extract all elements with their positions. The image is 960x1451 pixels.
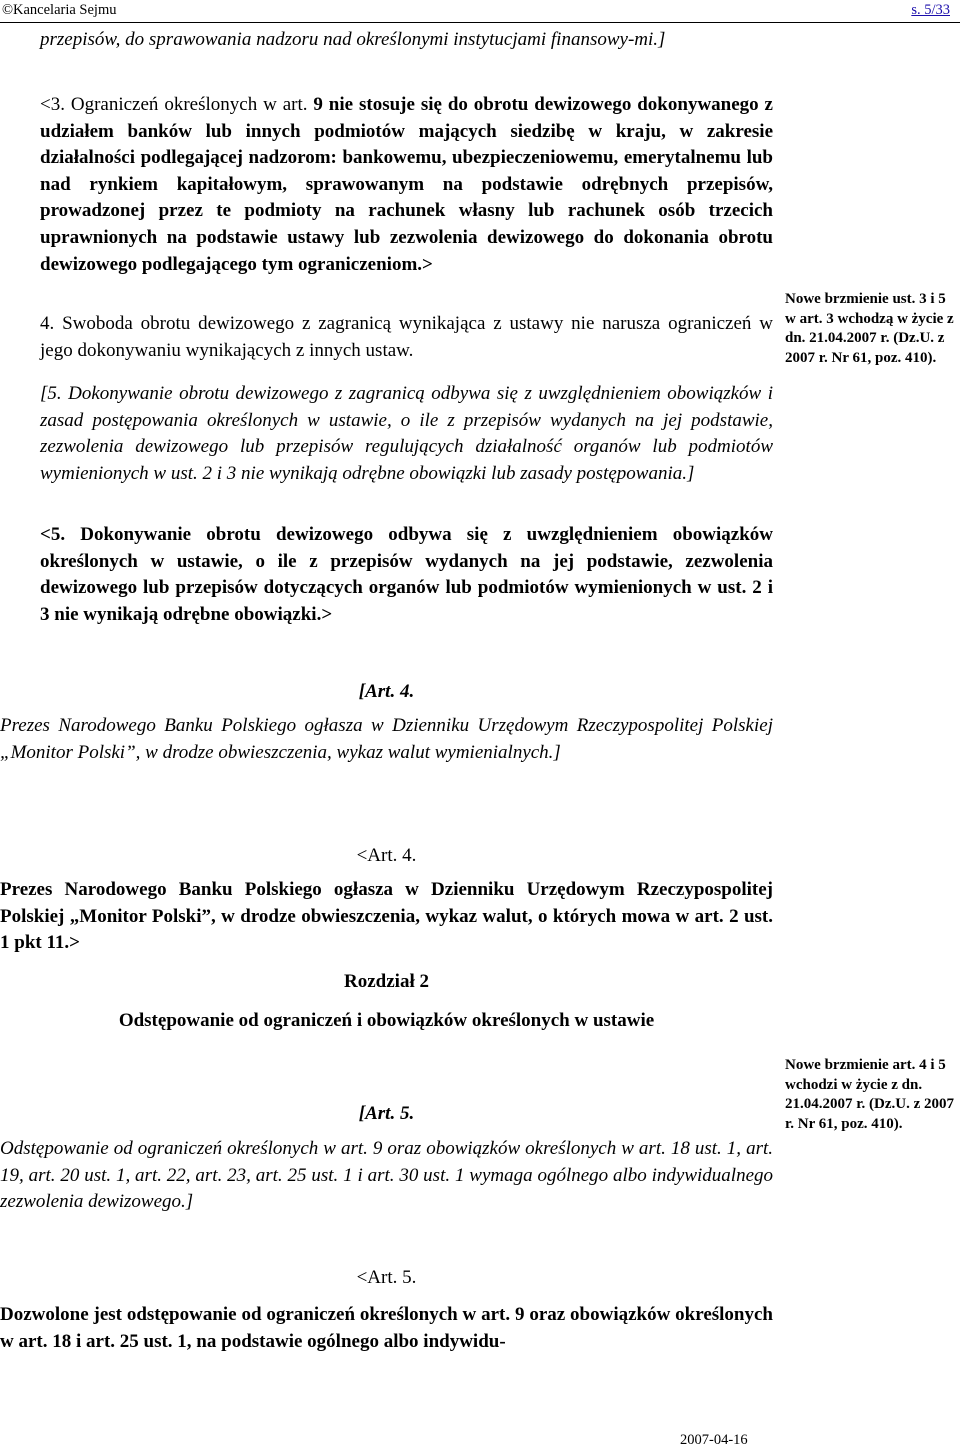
paragraph-art3-ust3 [40, 92, 773, 278]
art5-old-title: [Art. 5. [358, 1103, 415, 1124]
page-number-link[interactable]: s. 5/33 [911, 2, 950, 18]
paragraph-ust5-old [40, 381, 773, 487]
page-header [0, 0, 960, 23]
paragraph-ust5-new: <5. Dokonywanie obrotu dewizowego odbywa się z uwzględnieniem obowiązków określonych w ustawie, o ile z przepisów wydanych na jej podstawie, zezwolenia dewizowego lub przepisów dotyczących organów lub podmiotów wymienionych w ust. 2 i 3 nie wynikają odrębne obowiązki.> [40, 524, 773, 625]
art4-new-title: <Art. 4. [356, 845, 417, 866]
margin-note-2: Nowe brzmienie art. 4 i 5 wchodzi w życie z dn. 21.04.2007 r. (Dz.U. z 2007 r. Nr 61, poz. 410). [785, 1057, 955, 1132]
chapter-number: Rozdział 2 [344, 971, 429, 992]
page-number [911, 1, 950, 19]
art4-new-text: Prezes Narodowego Banku Polskiego ogłasza w Dzienniku Urzędowym Rzeczypospolitej Polskiej „Monitor Polski”, w drodze obwieszczenia, wykaz walut, o których mowa w art. 2 ust. 1 pkt 11.> [0, 879, 773, 954]
art5-old-text: Odstępowanie od ograniczeń określonych w art. 9 oraz obowiązków określonych w art. 18 ust. 1, art. 19, art. 20 ust. 1, art. 22, art. 23, art. 25 ust. 1 i art. 30 ust. 1 wymaga ogólnego albo indywidualnego zezwolenia dewizowego.] [0, 1138, 773, 1213]
art4-old-text: Prezes Narodowego Banku Polskiego ogłasza w Dzienniku Urzędowym Rzeczypospolitej Polskiej „Monitor Polski”, w drodze obwieszczenia, wykaz walut wymienialnych.] [0, 715, 773, 763]
art5-new-title: <Art. 5. [356, 1267, 417, 1288]
art3-text: 9 nie stosuje się do obrotu dewizowego dokonywanego z udziałem banków lub innych podmiotów mających siedzibę w kraju, w zakresie działalności podlegającej nadzorom: bankowemu, ubezpieczeniowemu, emerytalnemu lub nad rynkiem kapitałowym, sprawowanym na podstawie odrębnych przepisów, prowadzonej przez te podmioty na rachunek własny lub rachunek osób trzecich uprawnionych na podstawie ustawy lub zezwolenia dewizowego do dokonania obrotu dewizowego podlegającego tym ograniczeniom.> [40, 94, 773, 275]
art4-old-title: [Art. 4. [358, 681, 415, 702]
footer-date: 2007-04-16 [680, 1432, 748, 1448]
paragraph-continuation: przepisów, do sprawowania nadzoru nad określonymi instytucjami finansowy-mi.] [40, 29, 666, 50]
ust5-old-prefix: [5. [40, 383, 69, 404]
paragraph-ust4: 4. Swoboda obrotu dewizowego z zagranicą wynikająca z ustawy nie narusza ograniczeń w jego dokonywaniu wynikających z innych ustaw. [40, 313, 773, 361]
art3-marker: <3. Ograniczeń określonych w art. [40, 94, 314, 115]
ust5-old-text: Dokonywanie obrotu dewizowego z zagranicą odbywa się z uwzględnieniem obowiązków i zasad postępowania określonych w ustawie, o ile z przepisów wydanych na jej podstawie, zezwolenia dewizowego lub przepisów regulujących działalność organów lub podmiotów wymienionych w ust. 2 i 3 nie wynikają odrębne obowiązki lub zasady postępowania.] [40, 383, 773, 484]
publisher-label: ©Kancelaria Sejmu [2, 2, 117, 18]
art5-new-text: Dozwolone jest odstępowanie od ograniczeń określonych w art. 9 oraz obowiązków określonych w art. 18 i art. 25 ust. 1, na podstawie ogólnego albo indywidu- [0, 1304, 773, 1352]
margin-note-1: Nowe brzmienie ust. 3 i 5 w art. 3 wchodzą w życie z dn. 21.04.2007 r. (Dz.U. z 2007 r. Nr 61, poz. 410). [785, 291, 954, 366]
chapter-title: Odstępowanie od ograniczeń i obowiązków określonych w ustawie [118, 1010, 655, 1031]
